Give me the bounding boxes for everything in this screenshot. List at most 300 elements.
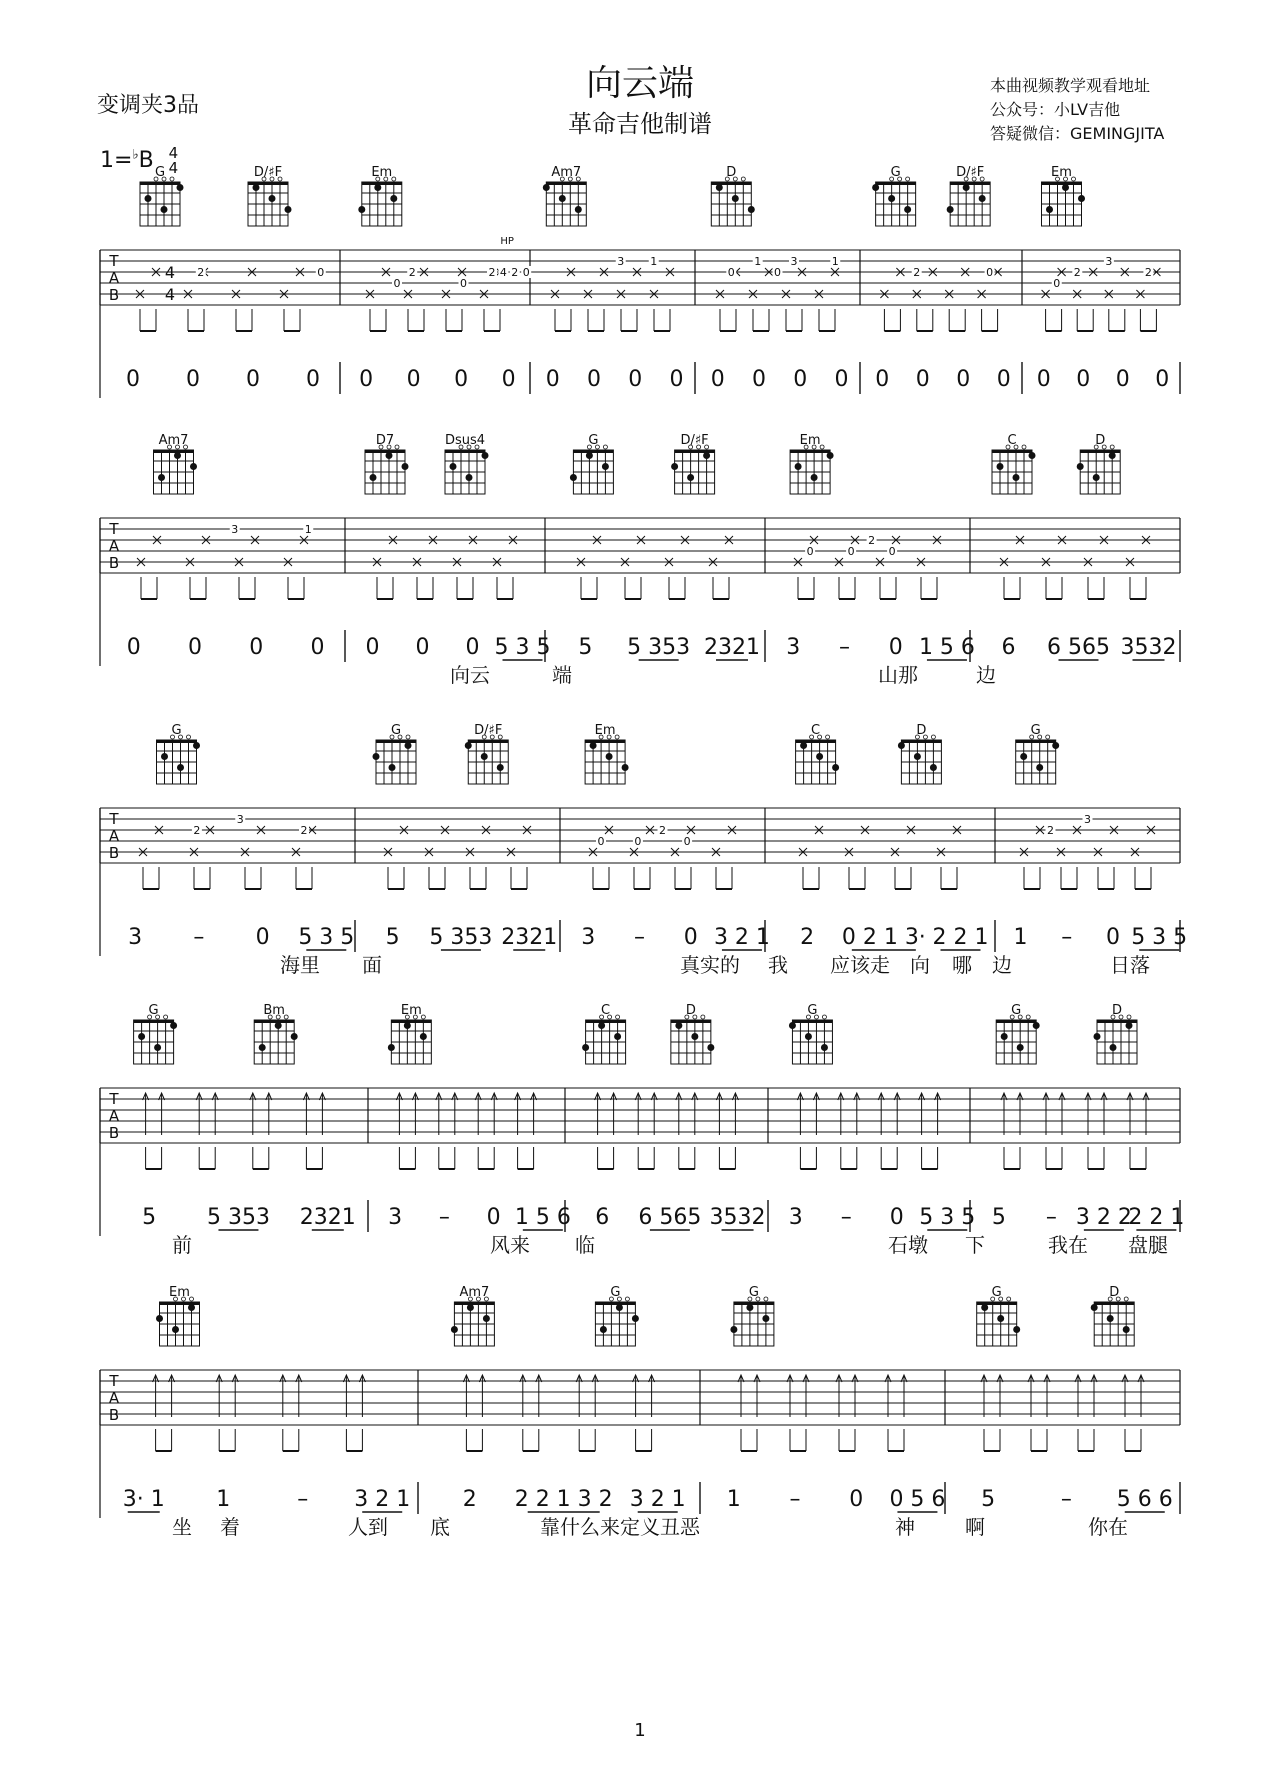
jianpu-note: 1 — [216, 1487, 231, 1512]
chord-open-string — [820, 445, 824, 449]
chord-name: G — [154, 165, 166, 180]
chord-finger-dot — [405, 742, 412, 749]
chord-open-string — [392, 177, 396, 181]
chord-finger-dot — [832, 764, 839, 771]
chord-open-string — [406, 735, 410, 739]
jianpu-note: 0 — [669, 367, 684, 392]
chord-finger-dot — [420, 1033, 427, 1040]
chord-finger-dot — [174, 452, 181, 459]
chord-diagram-g — [570, 433, 614, 494]
lyric-text: 边 — [992, 953, 1012, 977]
jianpu-note: 0 — [249, 635, 264, 660]
chord-name: G — [588, 433, 599, 448]
info-line-3: 答疑微信：GEMINGJITA — [990, 124, 1165, 143]
jianpu-note: 0 — [187, 635, 202, 660]
chord-finger-dot — [402, 463, 409, 470]
jianpu-note: 3532 — [1120, 635, 1177, 660]
jianpu-note: – — [838, 635, 850, 660]
chord-finger-dot — [1126, 1022, 1133, 1029]
key-flat: ♭ — [132, 147, 139, 163]
jianpu-note: 6 565 — [638, 1205, 702, 1230]
chord-open-string — [1026, 1015, 1030, 1019]
chord-finger-dot — [253, 184, 260, 191]
tab-fret-number: 2 — [197, 266, 205, 279]
chord-name: Em — [400, 1003, 422, 1018]
chord-finger-dot — [450, 463, 457, 470]
chord-finger-dot — [590, 742, 597, 749]
jianpu-note: 2 2 1 — [1128, 1205, 1185, 1230]
chord-diagram-em — [1042, 165, 1086, 226]
chord-diagram-am7 — [154, 433, 198, 494]
tab-fret-number: 0 — [460, 277, 467, 290]
jianpu-note: 0 — [849, 1487, 864, 1512]
jianpu-note: 0 — [834, 367, 849, 392]
jianpu-note: 3 — [786, 635, 801, 660]
chord-finger-dot — [997, 463, 1004, 470]
jianpu-note: 0 — [486, 1205, 501, 1230]
chord-open-string — [822, 1015, 826, 1019]
tab-fret-number: 2 — [488, 266, 496, 279]
lyric-text: 临 — [575, 1233, 595, 1257]
chord-finger-dot — [1094, 1033, 1101, 1040]
chord-name: D/♯F — [956, 165, 985, 180]
jianpu-note: 0 — [501, 367, 516, 392]
chord-finger-dot — [1091, 1304, 1098, 1311]
chord-finger-dot — [388, 1044, 395, 1051]
chord-diagram-df — [947, 165, 991, 226]
jianpu-note: 2 2 1 3 2 — [514, 1487, 613, 1512]
tab-fret-number: 2 — [659, 824, 666, 837]
chord-diagram-d7 — [365, 433, 409, 494]
chord-finger-dot — [154, 1044, 161, 1051]
jianpu-note: 5 — [142, 1205, 157, 1230]
chord-finger-dot — [730, 1326, 737, 1333]
jianpu-note: 5 3 5 — [1131, 925, 1188, 950]
tab-fret-number: 0 — [393, 277, 401, 290]
chord-finger-dot — [707, 1044, 714, 1051]
chord-finger-dot — [575, 206, 582, 213]
jianpu-note: 0 — [1076, 367, 1091, 392]
lyric-text: 神 — [895, 1515, 915, 1539]
chord-name: D/♯F — [680, 433, 709, 448]
chord-name: G — [390, 723, 402, 738]
tab-clef-letter: A — [108, 827, 120, 845]
chord-finger-dot — [1107, 1315, 1114, 1322]
chord-diagram-d — [1077, 433, 1121, 494]
chord-name: D — [685, 1003, 696, 1018]
chord-finger-dot — [914, 753, 921, 760]
chord-open-string — [764, 1297, 768, 1301]
chord-diagram-c — [582, 1003, 626, 1064]
chord-diagram-am7 — [451, 1285, 495, 1346]
jianpu-note: 0 — [683, 925, 698, 950]
chord-diagram-d — [671, 1003, 715, 1064]
chord-finger-dot — [811, 474, 818, 481]
chord-open-string — [625, 1297, 629, 1301]
chord-diagram-am7 — [543, 165, 587, 226]
jianpu-note: 3 2 1 — [713, 925, 770, 950]
chord-finger-dot — [888, 195, 895, 202]
chord-finger-dot — [1052, 742, 1059, 749]
chord-diagram-em — [156, 1285, 200, 1346]
tab-fret-number: 2 — [1047, 824, 1054, 837]
capo-label: 变调夹3品 — [97, 93, 199, 118]
jianpu-note: 0 — [888, 635, 903, 660]
chord-finger-dot — [691, 1033, 698, 1040]
jianpu-note: 5 — [991, 1205, 1006, 1230]
jianpu-note: 0 — [1105, 925, 1120, 950]
chord-diagram-df — [671, 433, 715, 494]
chord-finger-dot — [177, 184, 184, 191]
chord-finger-dot — [1046, 206, 1053, 213]
lyric-text: 应该走 — [830, 953, 890, 977]
lyric-text: 啊 — [965, 1515, 985, 1539]
chord-open-string — [1046, 735, 1050, 739]
lyric-text: 真实的 — [680, 953, 740, 977]
tab-fret-number: 2 — [408, 266, 416, 279]
lyric-text: 你在 — [1088, 1515, 1128, 1539]
chord-name: D — [726, 165, 737, 180]
jianpu-note: 0 — [628, 367, 643, 392]
tab-clef-letter: T — [109, 252, 119, 270]
tab-fret-number: 1 — [304, 523, 312, 536]
chord-finger-dot — [466, 474, 473, 481]
jianpu-note: 0 — [306, 367, 320, 392]
jianpu-note: 0 — [875, 367, 890, 392]
chord-diagram-g — [730, 1285, 774, 1346]
chord-name: G — [148, 1003, 159, 1018]
chord-finger-dot — [898, 742, 905, 749]
chord-finger-dot — [467, 1304, 474, 1311]
tab-fret-number: 2 — [1073, 266, 1081, 279]
chord-finger-dot — [930, 764, 937, 771]
chord-finger-dot — [269, 195, 276, 202]
chord-open-string — [616, 1015, 620, 1019]
lyric-text: 海里 — [280, 953, 320, 977]
chord-finger-dot — [1017, 1044, 1024, 1051]
jianpu-note: 3 — [581, 925, 596, 950]
chord-diagram-em — [790, 433, 834, 494]
tab-fret-number: 2 — [300, 824, 308, 837]
chord-finger-dot — [559, 195, 566, 202]
tab-fret-number: 0 — [727, 266, 735, 279]
chord-finger-dot — [358, 206, 365, 213]
chord-finger-dot — [904, 206, 911, 213]
chord-diagram-bm — [254, 1003, 298, 1064]
chord-finger-dot — [1078, 195, 1085, 202]
chord-diagram-c — [796, 723, 840, 784]
chord-finger-dot — [386, 452, 393, 459]
chord-open-string — [701, 1015, 705, 1019]
info-line-2: 公众号：小LV吉他 — [990, 100, 1121, 119]
jianpu-note: – — [1045, 1205, 1057, 1230]
chord-finger-dot — [981, 1304, 988, 1311]
chord-open-string — [190, 1297, 194, 1301]
lyric-text: 我在 — [1048, 1233, 1088, 1257]
chord-finger-dot — [582, 1044, 589, 1051]
chord-name: G — [1030, 723, 1041, 738]
chord-open-string — [395, 445, 399, 449]
jianpu-note: 1 — [1013, 925, 1028, 950]
chord-name: D/♯F — [474, 723, 503, 738]
chord-diagram-em — [388, 1003, 432, 1064]
song-title: 向云端 — [585, 63, 694, 104]
tab-clef-letter: B — [108, 1124, 120, 1142]
chord-open-string — [906, 177, 910, 181]
key-prefix: 1= — [100, 148, 133, 173]
jianpu-note: 0 — [1155, 367, 1170, 392]
tab-clef-letter: T — [109, 810, 119, 828]
chord-name: Am7 — [551, 165, 582, 180]
chord-diagram-df — [465, 723, 509, 784]
chord-open-string — [1124, 1297, 1128, 1301]
chord-diagram-c — [992, 433, 1036, 494]
chord-finger-dot — [158, 474, 165, 481]
chord-name: G — [748, 1285, 759, 1300]
chord-finger-dot — [586, 452, 593, 459]
chord-diagram-g — [595, 1285, 639, 1346]
chord-diagram-g — [1016, 723, 1059, 784]
chord-open-string — [615, 735, 619, 739]
lyric-text: 向 — [910, 953, 930, 977]
chord-finger-dot — [1062, 184, 1069, 191]
chord-finger-dot — [451, 1326, 458, 1333]
chord-finger-dot — [170, 1022, 177, 1029]
chord-name: D — [1095, 433, 1106, 448]
jianpu-note: 5 3 5 — [919, 1205, 976, 1230]
jianpu-note: 0 — [310, 635, 325, 660]
jianpu-note: 0 — [126, 367, 140, 392]
chord-finger-dot — [291, 1033, 298, 1040]
chord-finger-dot — [482, 452, 489, 459]
chord-finger-dot — [193, 742, 200, 749]
jianpu-note: 3 2 1 — [354, 1487, 411, 1512]
lyric-text: 面 — [362, 953, 382, 977]
chord-open-string — [1007, 1297, 1011, 1301]
chord-name: D/♯F — [253, 165, 283, 180]
chord-name: Am7 — [459, 1285, 490, 1300]
chord-finger-dot — [259, 1044, 266, 1051]
chord-name: D7 — [375, 433, 395, 448]
chord-finger-dot — [404, 1022, 411, 1029]
chord-diagram-g — [996, 1003, 1039, 1064]
lyric-text: 边 — [976, 663, 996, 687]
lyric-text: 前 — [172, 1233, 192, 1257]
chord-finger-dot — [1093, 474, 1100, 481]
info-line-1: 本曲视频教学观看地址 — [990, 76, 1151, 95]
chord-finger-dot — [1020, 753, 1027, 760]
chord-open-string — [1127, 1015, 1131, 1019]
jianpu-note: 0 — [956, 367, 971, 392]
jianpu-note: 0 — [246, 367, 260, 392]
jianpu-note: – — [840, 1205, 852, 1230]
chord-finger-dot — [172, 1326, 179, 1333]
jianpu-note: 0 — [415, 635, 430, 660]
chord-finger-dot — [1077, 463, 1084, 470]
jianpu-note: 2 — [462, 1487, 477, 1512]
chord-finger-dot — [602, 463, 609, 470]
chord-finger-dot — [570, 474, 577, 481]
lyric-text: 日落 — [1110, 953, 1150, 977]
tab-clef-letter: A — [108, 537, 120, 555]
chord-name: C — [811, 723, 821, 738]
chord-finger-dot — [805, 1033, 812, 1040]
jianpu-note: 0 — [996, 367, 1011, 392]
jianpu-note: 5 353 — [206, 1205, 270, 1230]
chord-open-string — [170, 177, 174, 181]
jianpu-note: 0 — [586, 367, 601, 392]
jianpu-note: 0 — [1115, 367, 1130, 392]
chord-finger-dot — [600, 1326, 607, 1333]
tab-clef-letter: T — [109, 520, 119, 538]
tab-clef-letter: B — [108, 286, 120, 304]
tab-fret-number: 0 — [806, 545, 814, 558]
chord-finger-dot — [156, 1315, 163, 1322]
chord-diagram-d — [898, 723, 942, 784]
chord-diagram-em — [585, 723, 629, 784]
jianpu-note: – — [438, 1205, 450, 1230]
chord-finger-dot — [543, 184, 550, 191]
tab-fret-number: 3 — [1084, 813, 1091, 826]
chord-finger-dot — [616, 1304, 623, 1311]
lyric-text: 底 — [430, 1515, 450, 1539]
chord-finger-dot — [1123, 1326, 1130, 1333]
chord-finger-dot — [795, 463, 802, 470]
chord-name: Em — [371, 165, 393, 180]
chord-diagram-df — [248, 165, 292, 226]
chord-name: D — [1109, 1285, 1120, 1300]
chord-finger-dot — [465, 742, 472, 749]
jianpu-note: 0 — [545, 367, 560, 392]
jianpu-note: 2321 — [299, 1205, 356, 1230]
chord-finger-dot — [483, 1315, 490, 1322]
lyric-text: 向云 — [450, 663, 490, 687]
lyric-text: 石墩 — [888, 1233, 928, 1257]
chord-diagram-d — [1091, 1285, 1135, 1346]
lyric-text: 靠什么来定义丑恶 — [540, 1515, 700, 1539]
tab-time-top: 4 — [164, 263, 176, 282]
jianpu-note: 5 — [981, 1487, 996, 1512]
chord-finger-dot — [390, 195, 397, 202]
chord-diagram-d — [1094, 1003, 1138, 1064]
tab-fret-number: 0 — [522, 266, 530, 279]
tab-fret-number: 4 — [499, 266, 507, 279]
chord-finger-dot — [622, 764, 629, 771]
chord-finger-dot — [370, 474, 377, 481]
chord-name: Em — [594, 723, 616, 738]
jianpu-note: – — [789, 1487, 801, 1512]
jianpu-note: 3 2 1 — [629, 1487, 686, 1512]
jianpu-note: 5 3 5 — [494, 635, 551, 660]
jianpu-note: 2321 — [704, 635, 760, 660]
jianpu-note: 0 — [454, 367, 469, 392]
time-bottom: 4 — [168, 159, 179, 177]
lyric-text: 我 — [768, 953, 788, 977]
jianpu-note: – — [297, 1487, 309, 1512]
jianpu-note: 1 5 6 — [514, 1205, 571, 1230]
chord-open-string — [826, 735, 830, 739]
jianpu-note: 0 2 1 3· — [841, 925, 926, 950]
jianpu-note: 0 — [710, 367, 725, 392]
jianpu-note: 0 — [793, 367, 808, 392]
chord-name: D — [916, 723, 927, 738]
chord-finger-dot — [481, 753, 488, 760]
tab-fret-number: 3 — [790, 255, 798, 268]
chord-finger-dot — [138, 1033, 145, 1040]
chord-finger-dot — [1033, 1022, 1040, 1029]
chord-finger-dot — [762, 1315, 769, 1322]
chord-diagram-g — [134, 1003, 178, 1064]
lyric-text: 端 — [552, 663, 572, 687]
jianpu-note: 0 — [1036, 367, 1051, 392]
chord-finger-dot — [598, 1022, 605, 1029]
tab-fret-number: 3 — [617, 255, 625, 268]
chord-name: G — [991, 1285, 1002, 1300]
page-number: 1 — [634, 1720, 646, 1741]
tab-fret-number: 3 — [1105, 255, 1113, 268]
chord-diagram-g — [140, 165, 184, 226]
tab-fret-number: 0 — [847, 545, 855, 558]
chord-diagram-g — [977, 1285, 1021, 1346]
chord-finger-dot — [687, 474, 694, 481]
tab-clef-letter: T — [109, 1372, 119, 1390]
tab-fret-number: 1 — [754, 255, 762, 268]
chord-diagram-d — [711, 165, 755, 226]
jianpu-note: 0 — [889, 1205, 904, 1230]
chord-finger-dot — [746, 1304, 753, 1311]
lyric-text: 人到 — [348, 1515, 388, 1539]
jianpu-note: 1 — [726, 1487, 741, 1512]
chord-finger-dot — [188, 1304, 195, 1311]
tab-clef-letter: A — [108, 269, 120, 287]
chord-finger-dot — [872, 184, 879, 191]
tab-fret-number: 0 — [317, 266, 325, 279]
chord-name: G — [610, 1285, 621, 1300]
tab-fret-number: 1 — [650, 255, 658, 268]
chord-finger-dot — [373, 753, 380, 760]
chord-finger-dot — [285, 206, 292, 213]
jianpu-note: 2321 — [501, 925, 558, 950]
chord-finger-dot — [374, 184, 381, 191]
jianpu-note: 0 5 6 — [889, 1487, 946, 1512]
tab-clef-letter: B — [108, 844, 120, 862]
chord-open-string — [603, 445, 607, 449]
jianpu-note: 5 353 — [429, 925, 493, 950]
chord-name: Am7 — [158, 433, 189, 448]
jianpu-note: 3· 1 — [122, 1487, 165, 1512]
jianpu-note: 3 — [788, 1205, 803, 1230]
jianpu-note: 6 565 — [1047, 635, 1110, 660]
jianpu-note: 0 — [365, 635, 380, 660]
lyric-text: 下 — [965, 1233, 985, 1257]
chord-name: Dsus4 — [444, 433, 486, 448]
jianpu-note: 3 — [128, 925, 143, 950]
jianpu-note: 0 — [751, 367, 766, 392]
chord-name: C — [601, 1003, 611, 1018]
chord-diagram-g — [872, 165, 916, 226]
key-note: B — [138, 148, 154, 173]
chord-name: G — [890, 165, 901, 180]
lyric-text: 哪 — [952, 953, 972, 977]
time-top: 4 — [168, 144, 179, 162]
jianpu-note: 0 — [126, 635, 141, 660]
lyric-text: 盘腿 — [1128, 1233, 1168, 1257]
chord-finger-dot — [177, 764, 184, 771]
chord-name: G — [171, 723, 182, 738]
chord-open-string — [421, 1015, 425, 1019]
chord-name: D — [1111, 1003, 1123, 1018]
tab-fret-number: 0 — [597, 835, 605, 848]
